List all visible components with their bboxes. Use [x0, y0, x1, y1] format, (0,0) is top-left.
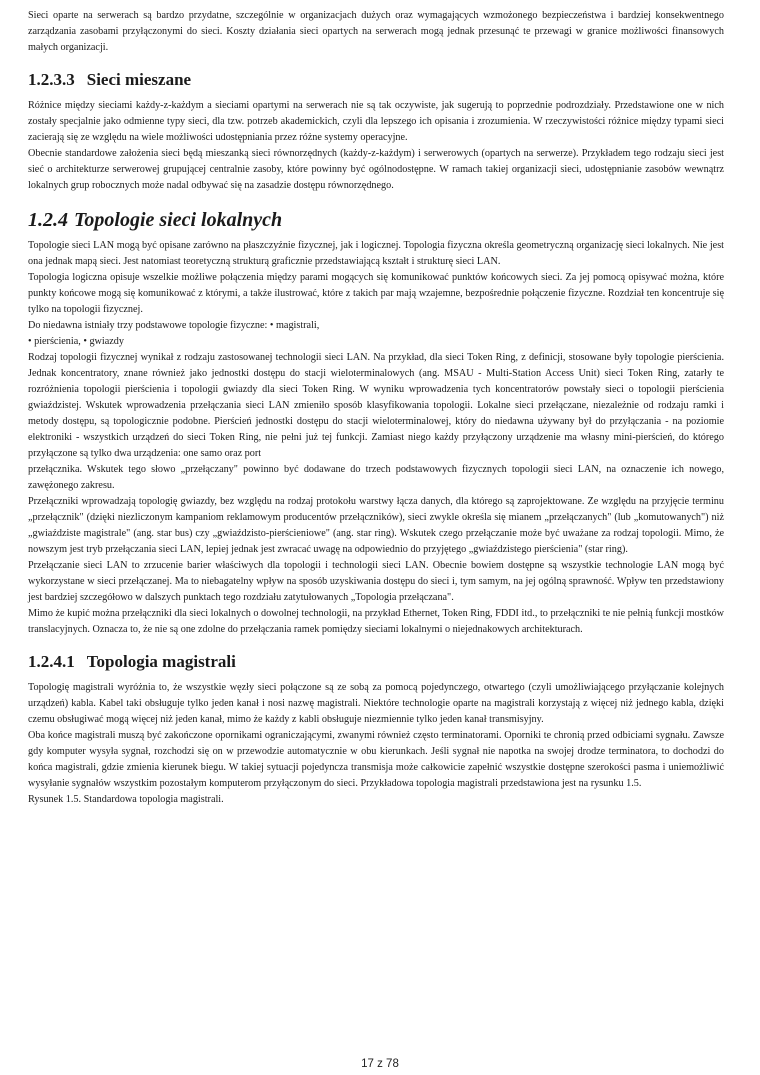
document-body [28, 8, 724, 808]
paragraph: Przełączniki wprowadzają topologię gwiazdy, bez względu na rodzaj protokołu warstwy łącza danych, dla którego są zaprojektowane. Ze względu na przyjęcie terminu „przełącznik" (dzięki niezliczonym kampaniom reklamowym producentów przełączników), sieci zwykle określa się mianem „przełączanych" (lub „komutowanych") niż „gwiaździste magistrale" (ang. star bus) czy „gwiaździsto-pierścieniowe" (ang. star ring). Wskutek czego przełączanie może być uważane za rodzaj topologii. Mimo, że nowszym jest tryb przełączania sieci LAN, lepiej jednak jest zwracać uwagę na odpowiednio do przyjętego „gwiaździstego pierścienia" (star ring). [28, 496, 724, 555]
section-title: Topologia magistrali [86, 652, 236, 671]
page-number: 17 z 78 [361, 1058, 399, 1070]
section-title: Sieci mieszane [86, 70, 192, 89]
section-number: 1.2.3.3 [28, 70, 75, 89]
section-heading-bus-topology [28, 652, 724, 672]
paragraph: Mimo że kupić można przełączniki dla sieci lokalnych o dowolnej technologii, na przykład Ethernet, Token Ring, FDDI itd., to przełączniki te nie pełnią funkcji mostków translacyjnych. Oznacza to, że nie są one zdolne do przełączania ramek pomiędzy sieciami lokalnymi o niejednakowych architekturach. [28, 608, 724, 635]
paragraph: Obecnie standardowe założenia sieci będą mieszanką sieci równorzędnych (każdy-z-każdym) i serwerowych (opartych na serwerze). Przykładem tego rodzaju sieci jest sieć o architekturze serwerowej grupującej centralnie zasoby, które powinny być ogólnodostępne. W ramach takiej organizacji sieci, udostępnianie zasobów wewnątrz lokalnych grup robocznych może nadal odbywać się na zasadzie dostępu równorzędnego. [28, 148, 724, 191]
paragraph: Topologia logiczna opisuje wszelkie możliwe połączenia między parami mogących się komunikować punktów końcowych sieci. Za jej pomocą opisywać można, które punkty końcowe mogą się komunikować z którymi, a także ilustrować, które z takich par mają wzajemne, bezpośrednie połączenie fizyczne. Rozdział ten koncentruje się tylko na topologii fizycznej. [28, 272, 724, 315]
section-title: Topologie sieci lokalnych [74, 209, 283, 231]
paragraph: przełącznika. Wskutek tego słowo „przełączany" powinno być dodawane do trzech podstawowych fizycznych topologii sieci LAN, na oznaczenie ich nowego, zawężonego zakresu. [28, 464, 724, 491]
intro-paragraph: Sieci oparte na serwerach są bardzo przydatne, szczególnie w organizacjach dużych oraz wymagających wzmożonego bezpieczeństwa i bardziej konsekwentnego zarządzania zasobami przyłączonymi do sieci. Koszty działania sieci opartych na serwerach mogą jednak przesunąć te przewagi w granice możliwości finansowych małych organizacji. [28, 10, 724, 53]
paragraph: Topologie sieci LAN mogą być opisane zarówno na płaszczyźnie fizycznej, jak i logicznej. Topologia fizyczna określa geometryczną organizację sieci lokalnych. Nie jest ona jednak mapą sieci. Jest natomiast teoretyczną strukturą graficznie przedstawiającą kształt i strukturę sieci LAN. [28, 240, 724, 267]
figure-caption: Rysunek 1.5. Standardowa topologia magistrali. [28, 794, 224, 805]
paragraph: Różnice między sieciami każdy-z-każdym a sieciami opartymi na serwerach nie są tak oczywiste, jak sugerują to poprzednie podrozdziały. Przedstawione one w nich zostały specjalnie jako odmienne typy sieci, dla tzw. potrzeb akademickich, czyli dla lepszego ich opisania i zrozumienia. W rzeczywistości różnice między typami sieci zacierają się ze względu na wiele możliwości udostępniania przez różne systemy operacyjne. [28, 100, 724, 143]
paragraph: Oba końce magistrali muszą być zakończone opornikami ograniczającymi, zwanymi również często terminatorami. Oporniki te chronią przed odbiciami sygnału. Zawsze gdy komputer wysyła sygnał, rozchodzi się on w przewodzie automatycznie w obu kierunkach. Jeśli sygnał nie napotka na swojej drodze terminatora, to dochodzi do końca magistrali, gdzie zmienia kierunek biegu. W takiej sytuacji pojedyncza transmisja może całkowicie zapełnić wszystkie dostępne szerokości pasma i uniemożliwić wysyłanie sygnałów wszystkim pozostałym komputerom przyłączonym do sieci. Przykładowa topologia magistrali przedstawiona jest na rysunku 1.5. [28, 730, 724, 789]
section-number: 1.2.4.1 [28, 652, 75, 671]
paragraph: Topologię magistrali wyróżnia to, że wszystkie węzły sieci połączone są ze sobą za pomocą pojedynczego, otwartego (czyli umożliwiającego przyłączanie kolejnych urządzeń) kabla. Kabel taki obsługuje tylko jeden kanał i nosi nazwę magistrali. Niektóre technologie oparte na magistrali korzystają z więcej niż jednego kabla, dzięki czemu obsługiwać mogą więcej niż jeden kanał, mimo że każdy z kabli obsługuje niezmiennie tylko jeden kanał transmisyjny. [28, 682, 724, 725]
paragraph: Rodzaj topologii fizycznej wynikał z rodzaju zastosowanej technologii sieci LAN. Na przykład, dla sieci Token Ring, z definicji, stosowane były topologie pierścienia. Jednak koncentratory, znane również jako jednostki dostępu do stacji wieloterminalowych (ang. MSAU - Multi-Station Access Unit) sieci Token Ring, zatarły te rozróżnienia topologii pierścienia i topologii gwiazdy dla sieci Token Ring. W wyniku wprowadzenia tych koncentratorów powstały sieci o topologii pierścienia gwiaździstej. Wskutek wprowadzenia przełączania sieci LAN zmieniło sposób klasyfikowania topologii. Lokalne sieci przełączane, niezależnie od rodzaju ramki i metody dostępu, są topologicznie podobne. Pierścień jednostki dostępu do stacji wieloterminalowej, który do niedawna używany był do przyłączania - na poziomie elektroniki - wszystkich urządzeń do sieci Token Ring, nie pełni już tej funkcji. Zamiast niego każdy przyłączony urządzenie ma własny mini-pierścień, do którego przyłączone są tylko dwa urządzenia: one samo oraz port [28, 352, 724, 459]
chapter-heading-lan-topologies [28, 208, 724, 232]
section-heading-mixed-networks [28, 70, 724, 90]
paragraph: Przełączanie sieci LAN to zrzucenie barier właściwych dla topologii i technologii sieci LAN. Obecnie bowiem dostępne są wszystkie technologie LAN mogą być wykorzystane w sieci przełączanej. Ma to niebagatelny wpływ na sposób uzyskiwania dostępu do sieci i, tym samym, na jej ogólną sprawność. Wpływ ten przedstawiony jest bardziej szczegółowo w dalszych punktach tego rozdziału zatytułowanych „Topologia przełączana". [28, 560, 724, 603]
section-number: 1.2.4 [28, 209, 68, 231]
paragraph: • pierścienia, • gwiazdy [28, 336, 124, 347]
paragraph: Do niedawna istniały trzy podstawowe topologie fizyczne: • magistrali, [28, 320, 320, 331]
